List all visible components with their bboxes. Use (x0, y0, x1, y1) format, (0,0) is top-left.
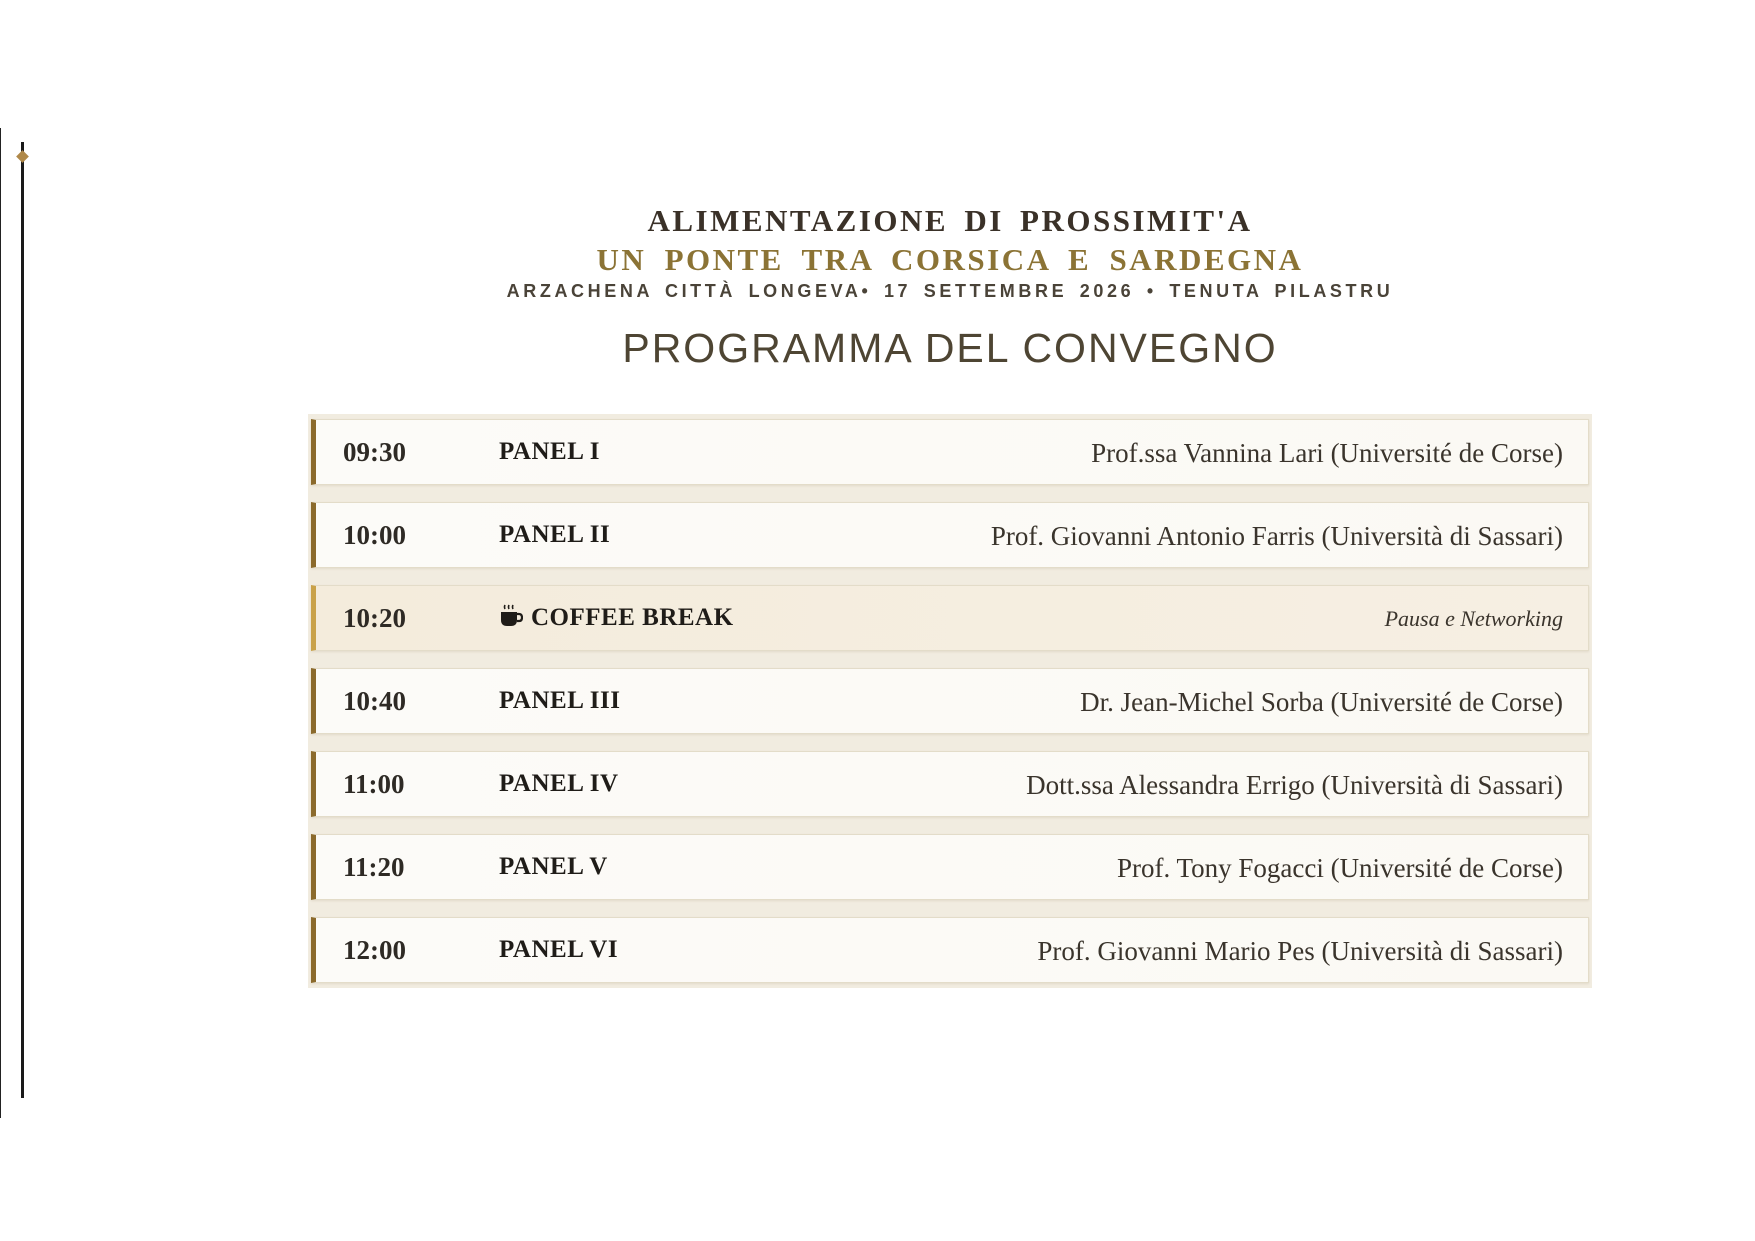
row-speaker: Prof. Tony Fogacci (Université de Corse) (1116, 853, 1563, 883)
row-time: 11:00 (343, 769, 405, 799)
row-speaker: Prof. Giovanni Mario Pes (Università di Sassari) (1037, 936, 1563, 966)
row-speaker: Prof. Giovanni Antonio Farris (Università di Sassari) (990, 521, 1563, 551)
row-label: PANEL III (499, 687, 621, 714)
row-label: PANEL IV (499, 770, 619, 797)
schedule-row (311, 751, 1589, 817)
schedule-panel (308, 414, 1592, 988)
schedule-row (311, 834, 1589, 900)
row-label: PANEL II (499, 521, 611, 548)
schedule-row (311, 668, 1589, 734)
row-speaker: Dott.ssa Alessandra Errigo (Università di Sassari) (1026, 770, 1563, 800)
diamond-ornament-icon (16, 150, 29, 163)
row-time: 10:00 (343, 520, 406, 550)
row-time: 12:00 (343, 935, 406, 965)
row-label: PANEL V (499, 853, 608, 880)
schedule-row (311, 419, 1589, 485)
event-title: ALIMENTAZIONE DI PROSSIMIT'A (647, 203, 1253, 238)
schedule-row (311, 917, 1589, 983)
row-speaker: Pausa e Networking (1384, 606, 1563, 631)
page-edge-line (0, 128, 1, 1118)
row-time: 09:30 (343, 437, 406, 467)
schedule-row (311, 502, 1589, 568)
row-speaker: Prof.ssa Vannina Lari (Université de Corse) (1091, 438, 1563, 468)
schedule-row-break (311, 585, 1589, 651)
row-label-container (499, 586, 734, 650)
row-time: 10:20 (343, 603, 406, 633)
left-vertical-rule (21, 142, 24, 1098)
row-time: 10:40 (343, 686, 406, 716)
event-subtitle: UN PONTE TRA CORSICA E SARDEGNA (596, 242, 1304, 277)
row-speaker: Dr. Jean-Michel Sorba (Université de Corse) (1080, 687, 1563, 717)
row-time: 11:20 (343, 852, 405, 882)
event-location-date: ARZACHENA CITTÀ LONGEVA• 17 SETTEMBRE 2026 • TENUTA PILASTRU (506, 281, 1394, 301)
program-heading: PROGRAMMA DEL CONVEGNO (622, 325, 1278, 371)
row-label: PANEL VI (499, 936, 619, 963)
coffee-cup-icon (499, 589, 523, 613)
row-label: COFFEE BREAK (531, 604, 734, 631)
row-label: PANEL I (499, 438, 600, 465)
